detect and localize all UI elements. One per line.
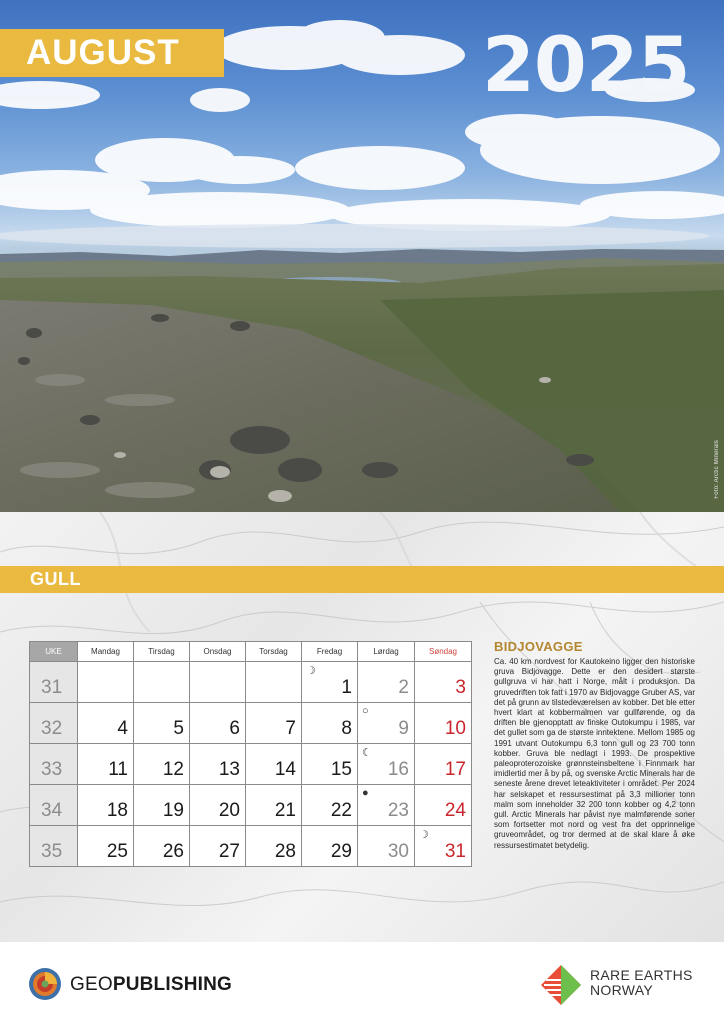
photo-credit: Foto: Arctic Minerals (714, 440, 720, 499)
empty-day-cell (78, 662, 134, 703)
day-number: 7 (285, 718, 296, 739)
day-number: 19 (162, 800, 184, 821)
day-cell (246, 826, 302, 867)
day-cell (415, 703, 472, 744)
day-number: 12 (162, 759, 184, 780)
week-number: 32 (41, 718, 63, 739)
empty-day-cell (190, 662, 246, 703)
calendar-table (29, 641, 472, 867)
day-cell (190, 703, 246, 744)
header-week: UKE (30, 642, 78, 662)
day-cell (78, 703, 134, 744)
day-number: 8 (341, 718, 352, 739)
month-title: AUGUST (26, 33, 180, 72)
month-banner (0, 29, 224, 77)
empty-day-cell (246, 662, 302, 703)
full-moon-icon: ○ (362, 705, 369, 717)
day-number: 17 (444, 759, 466, 780)
day-cell (358, 826, 415, 867)
week-number-cell (30, 662, 78, 703)
geopublishing-logo-icon (28, 967, 62, 1001)
day-cell (134, 703, 190, 744)
day-cell (134, 785, 190, 826)
article-body: Ca. 40 km nordvest for Kautokeino ligger den historiske gruva Bidjovagge. Dette er den desidert største gullgruva vi har hatt i Norge, målt i produksjon. Da gruvedriften tok fatt i 1970 av Bidjovagge Gruber AS, var det på grunn av tilstedeværelsen av kobber. Det ble etter hvert klart at kobbermalmen var gullførende, og da driften ble gjenopptatt av finske Outokumpu i 1985, var det gullet som ga de største inntektene. Mellom 1985 og 1991 utvant Outokumpu 6,3 tonn gull og 23 700 tonn kobber. Gruva ble nedlagt i 1993. De prospektive paleoproterozoiske grønnsteinsbeltene i Finnmark har imidlertid mer å by på, og svenske Arctic Minerals har de seneste årene drevet leteaktiviteter i området. Per 2024 har selskapet et ressursestimat på 3,3 millioner tonn malm som inneholder 32 200 tonn kobber og 4,2 tonn gull. Arctic Minerals har påvist nye malmførende soner som fortsetter mot nord og vest fra det opprinnelige gruveområdet, og tror dermed at de skal klare å øke ressursestimatet betydelig. (494, 657, 696, 850)
week-row (30, 662, 472, 703)
day-number: 14 (274, 759, 296, 780)
day-cell (78, 826, 134, 867)
week-number-cell (30, 703, 78, 744)
day-number: 18 (106, 800, 128, 821)
day-cell (246, 785, 302, 826)
header-tuesday: Tirsdag (134, 642, 190, 662)
geopublishing-wordmark (70, 974, 232, 996)
day-cell (246, 703, 302, 744)
empty-day-cell (134, 662, 190, 703)
calendar-body (30, 662, 472, 867)
geopublishing-wordmark-light: GEO (70, 974, 113, 995)
day-number: 29 (330, 841, 352, 862)
day-number: 22 (330, 800, 352, 821)
footer (0, 942, 724, 1024)
week-row (30, 703, 472, 744)
day-number: 11 (108, 759, 128, 780)
day-cell (190, 785, 246, 826)
ree-line2: NORWAY (590, 982, 653, 998)
day-cell (190, 826, 246, 867)
day-cell (134, 744, 190, 785)
day-number: 25 (106, 841, 128, 862)
day-cell (246, 744, 302, 785)
day-cell (358, 744, 415, 785)
header-saturday: Lørdag (358, 642, 415, 662)
header-thursday: Torsdag (246, 642, 302, 662)
day-number: 20 (218, 800, 240, 821)
header-sunday: Søndag (415, 642, 472, 662)
day-cell (358, 785, 415, 826)
day-number: 10 (444, 718, 466, 739)
day-cell (302, 744, 358, 785)
day-cell (78, 744, 134, 785)
article (494, 639, 695, 851)
day-cell (302, 703, 358, 744)
week-number: 33 (41, 759, 63, 780)
day-cell (302, 662, 358, 703)
header-wednesday: Onsdag (190, 642, 246, 662)
header-friday: Fredag (302, 642, 358, 662)
day-cell (78, 785, 134, 826)
day-number: 23 (387, 800, 409, 821)
week-number-cell (30, 785, 78, 826)
day-cell (415, 744, 472, 785)
week-row (30, 826, 472, 867)
day-number: 16 (387, 759, 409, 780)
geopublishing-wordmark-bold: PUBLISHING (112, 974, 233, 995)
week-number: 31 (41, 677, 63, 698)
day-number: 31 (444, 841, 466, 862)
day-cell (415, 785, 472, 826)
week-number-cell (30, 826, 78, 867)
day-cell (358, 662, 415, 703)
day-cell (134, 826, 190, 867)
section-banner (0, 566, 724, 593)
day-cell (415, 826, 472, 867)
week-number-cell (30, 744, 78, 785)
day-number: 9 (398, 718, 409, 739)
first-quarter-moon-icon: ☽ (419, 829, 429, 841)
day-number: 5 (173, 718, 184, 739)
ree-line1: RARE EARTHS (590, 967, 693, 983)
day-cell (415, 662, 472, 703)
day-number: 2 (398, 677, 409, 698)
new-moon-icon: ● (362, 787, 369, 799)
calendar-header-row (30, 642, 472, 662)
week-number: 35 (41, 841, 63, 862)
day-cell (358, 703, 415, 744)
week-number: 34 (41, 800, 63, 821)
year-title: 2025 (482, 20, 690, 109)
day-number: 28 (274, 841, 296, 862)
day-number: 1 (341, 677, 352, 698)
day-number: 27 (218, 841, 240, 862)
article-title: BIDJOVAGGE (494, 639, 583, 654)
day-cell (302, 826, 358, 867)
day-number: 24 (444, 800, 466, 821)
first-quarter-moon-icon: ☽ (306, 665, 316, 677)
section-title: GULL (30, 569, 81, 589)
day-number: 21 (274, 800, 296, 821)
day-number: 30 (387, 841, 409, 862)
rare-earths-norway-logo-icon (540, 964, 582, 1006)
day-number: 15 (330, 759, 352, 780)
week-row (30, 744, 472, 785)
last-quarter-moon-icon: ☾ (362, 747, 372, 759)
day-cell (190, 744, 246, 785)
day-number: 4 (117, 718, 128, 739)
header-monday: Mandag (78, 642, 134, 662)
day-number: 3 (455, 677, 466, 698)
day-number: 13 (218, 759, 240, 780)
rare-earths-norway-wordmark (590, 968, 693, 998)
day-cell (302, 785, 358, 826)
day-number: 6 (229, 718, 240, 739)
day-number: 26 (162, 841, 184, 862)
week-row (30, 785, 472, 826)
